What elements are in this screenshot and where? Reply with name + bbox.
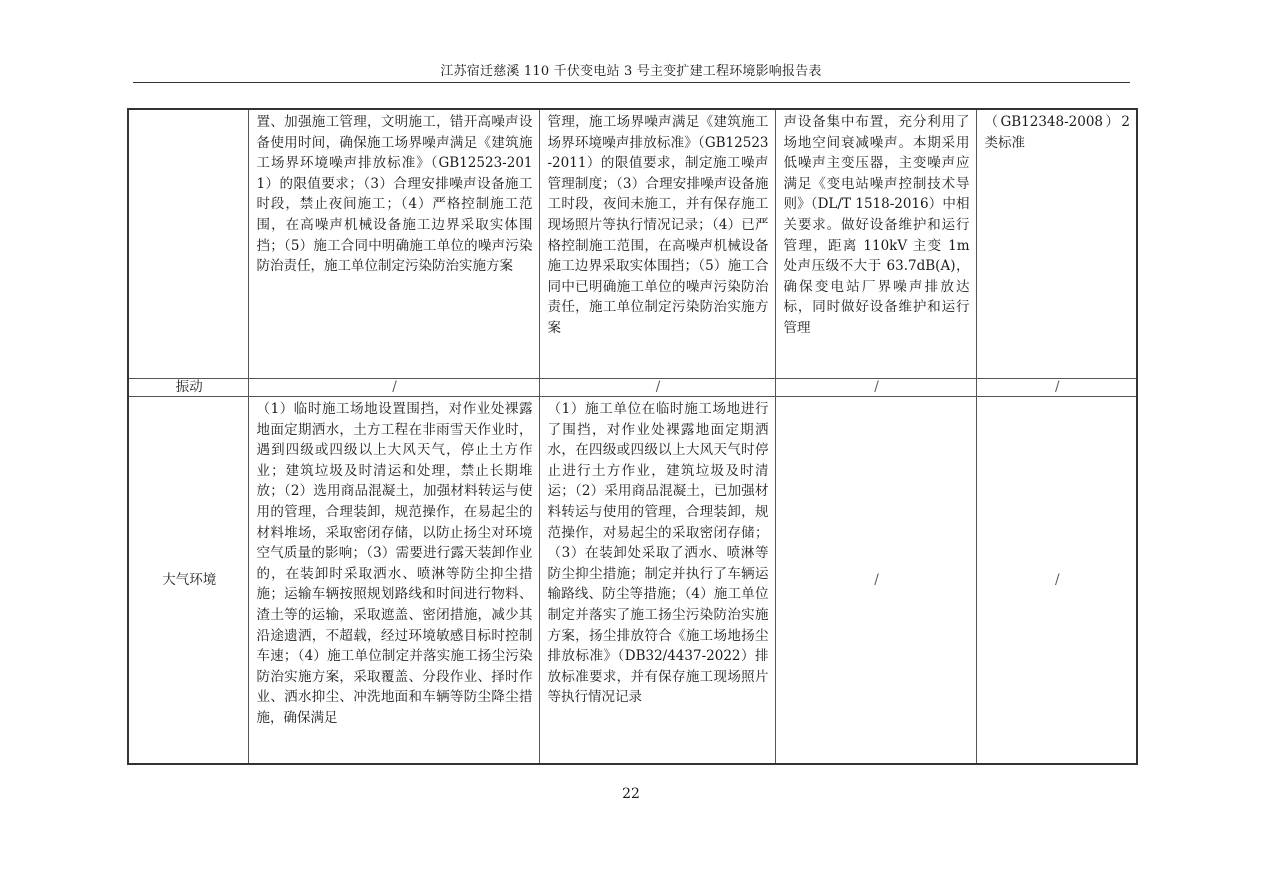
header-divider (133, 82, 1130, 83)
category-cell: 大气环境 (128, 397, 248, 765)
construction-measures-cell: / (248, 379, 539, 397)
category-cell: 振动 (128, 379, 248, 397)
operation-measures-cell: / (775, 379, 976, 397)
construction-measures-cell: 置、加强施工管理，文明施工，错开高噪声设备使用时间，确保施工场界噪声满足《建筑施工场界环境噪声排放标准》（GB12523-2011）的限值要求；（3）合理安排噪声设备施工时段，禁止夜间施工；（4）严格控制施工范围，在高噪声机械设备施工边界采取实体围挡；（5）施工合同中明确施工单位的噪声污染防治责任，施工单位制定污染防治实施方案 (248, 109, 539, 379)
construction-measures-cell: （1）临时施工场地设置围挡，对作业处裸露地面定期洒水，土方工程在非雨雪天作业时，遇到四级或四级以上大风天气，停止土方作业；建筑垃圾及时清运和处理，禁止长期堆放；（2）选用商品混凝土，加强材料转运与使用的管理，合理装卸，规范操作，在易起尘的材料堆场，采取密闭存储，以防止扬尘对环境空气质量的影响；（3）需要进行露天装卸作业的，在装卸时采取洒水、喷淋等防尘抑尘措施；运输车辆按照规划路线和时间进行物料、渣土等的运输，采取遮盖、密闭措施，减少其沿途遗洒，不超载，经过环境敏感目标时控制车速；（4）施工单位制定并落实施工扬尘污染防治实施方案，采取覆盖、分段作业、择时作业、洒水抑尘、冲洗地面和车辆等防尘降尘措施，确保满足 (248, 397, 539, 765)
implementation-cell: （1）施工单位在临时施工场地进行了围挡，对作业处裸露地面定期洒水，在四级或四级以上大风天气时停止进行土方作业，建筑垃圾及时清运；（2）采用商品混凝土，已加强材料转运与使用的管理，合理装卸，规范操作，对易起尘的采取密闭存储；（3）在装卸处采取了洒水、喷淋等防尘抑尘措施；制定并执行了车辆运输路线、防尘等措施；（4）施工单位制定并落实了施工扬尘污染防治实施方案，扬尘排放符合《施工场地扬尘排放标准》（DB32/4437-2022）排放标准要求，并有保存施工现场照片等执行情况记录 (539, 397, 775, 765)
page-number: 22 (622, 786, 640, 802)
operation-measures-cell: 声设备集中布置，充分利用了场地空间衰减噪声。本期采用低噪声主变压器，主变噪声应满足《变电站噪声控制技术导则》（DL/T 1518-2016）中相关要求。做好设备维护和运行管理，距离 110kV 主变 1m 处声压级不大于 63.7dB(A)，确保变电站厂界噪声排放达标，同时做好设备维护和运行管理 (775, 109, 976, 379)
table-row-vibration (128, 379, 1137, 397)
page-header-title: 江苏宿迁慈溪 110 千伏变电站 3 号主变扩建工程环境影响报告表 (440, 64, 822, 79)
standard-cell: （GB12348-2008）2 类标准 (976, 109, 1137, 379)
implementation-cell: 管理，施工场界噪声满足《建筑施工场界环境噪声排放标准》（GB12523-2011）的限值要求，制定施工噪声管理制度；（3）合理安排噪声设备施工时段，夜间未施工，并有保存施工现场照片等执行情况记录；（4）已严格控制施工范围，在高噪声机械设备施工边界采取实体围挡；（5）施工合同中已明确施工单位的噪声污染防治责任，施工单位制定污染防治实施方案 (539, 109, 775, 379)
standard-cell: / (976, 397, 1137, 765)
table-row-noise (128, 109, 1137, 379)
standard-cell: / (976, 379, 1137, 397)
operation-measures-cell: / (775, 397, 976, 765)
implementation-cell: / (539, 379, 775, 397)
table-row-air (128, 397, 1137, 765)
environmental-measures-table (127, 108, 1138, 765)
category-cell (128, 109, 248, 379)
